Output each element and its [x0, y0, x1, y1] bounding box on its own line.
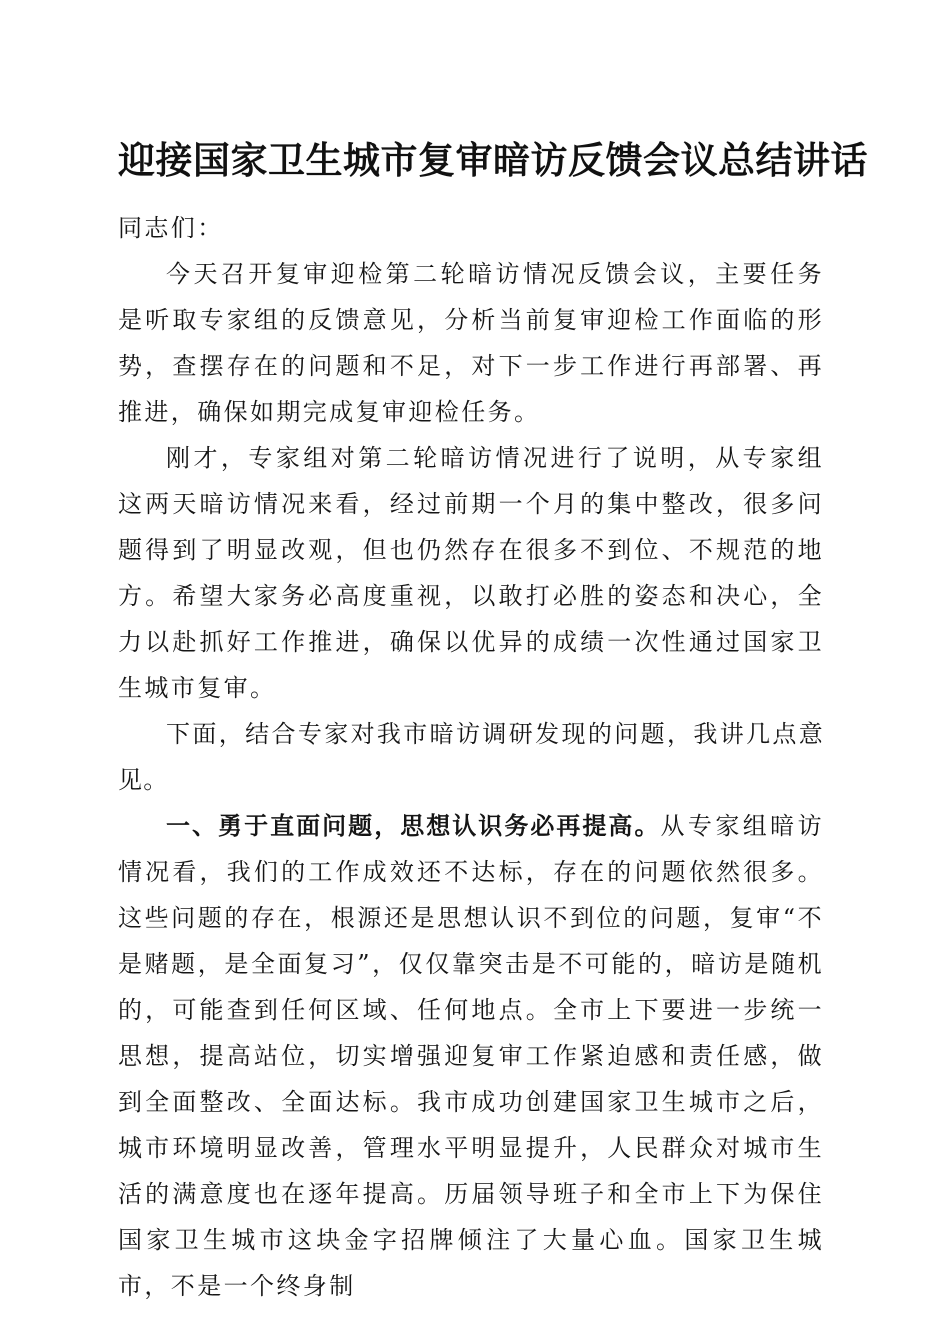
paragraph-introduction: 下面，结合专家对我市暗访调研发现的问题，我讲几点意见。 — [118, 720, 824, 794]
salutation: 同志们： — [118, 214, 224, 242]
document-body — [118, 205, 824, 1309]
section-one-text: 从专家组暗访情况看，我们的工作成效还不达标，存在的问题依然很多。这些问题的存在，根源还是思想认识不到位的问题，复审“不是赌题，是全面复习”，仅仅靠突击是不可能的，暗访是随机的，可能查到任何区域、任何地点。全市上下要进一步统一思想，提高站位，切实增强迎复审工作紧迫感和责任感，做到全面整改、全面达标。我市成功创建国家卫生城市之后，城市环境明显改善，管理水平明显提升，人民群众对城市生活的满意度也在逐年提高。历届领导班子和全市上下为保住国家卫生城市这块金字招牌倾注了大量心血。国家卫生城市，不是一个终身制 — [118, 812, 824, 1300]
section-one-heading: 一、勇于直面问题，思想认识务必再提高。 — [166, 812, 661, 840]
paragraph-opening: 今天召开复审迎检第二轮暗访情况反馈会议，主要任务是听取专家组的反馈意见，分析当前复审迎检工作面临的形势，查摆存在的问题和不足，对下一步工作进行再部署、再推进，确保如期完成复审迎检任务。 — [118, 260, 824, 426]
section-one-paragraph — [118, 803, 824, 1309]
document-title: 迎接国家卫生城市复审暗访反馈会议总结讲话 — [118, 138, 868, 182]
paragraph-expert-feedback: 刚才，专家组对第二轮暗访情况进行了说明，从专家组这两天暗访情况来看，经过前期一个月的集中整改，很多问题得到了明显改观，但也仍然存在很多不到位、不规范的地方。希望大家务必高度重视，以敢打必胜的姿态和决心，全力以赴抓好工作推进，确保以优异的成绩一次性通过国家卫生城市复审。 — [118, 444, 824, 702]
